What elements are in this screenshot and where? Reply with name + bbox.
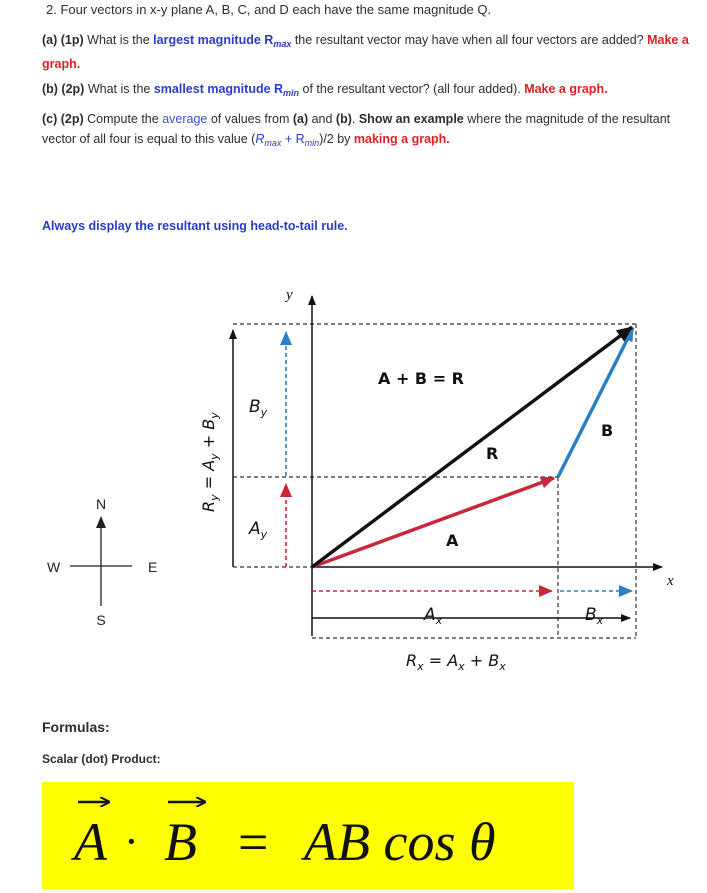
label-bx: $B_x$	[585, 605, 604, 627]
label-by: $B_y$	[249, 397, 268, 419]
part-b	[42, 79, 702, 103]
compass-n: N	[95, 496, 107, 512]
eq-a-plus-b: A + B = R	[378, 369, 464, 388]
compass-w: W	[47, 559, 61, 575]
part-c-average: average	[162, 112, 208, 126]
vector-a	[312, 478, 554, 567]
compass-s: S	[96, 612, 106, 628]
formula-a: A	[74, 812, 107, 872]
part-a-highlight: largest magnitude $R_{max}$	[153, 33, 292, 49]
label-b: B	[601, 421, 614, 440]
part-c-show: Show an example	[358, 112, 464, 126]
part-a-label: (a) (1p)	[42, 33, 84, 47]
formula-b: B	[164, 812, 197, 872]
part-c: (c) (2p) Compute the average of values from (a) and (b). Show an example where the magnitude of the resultant vector of all four is equal to this value $(R_{max} + R_{min})/2$ by making a graph.	[42, 112, 671, 148]
part-c-formula: $R_{max} + R_{min}$	[255, 132, 320, 148]
part-a-cta: Make a graph.	[42, 33, 689, 71]
part-c-label: (c) (2p)	[42, 112, 84, 126]
compass-e: E	[148, 559, 158, 575]
part-c-cta: making a graph.	[353, 132, 450, 146]
dot-product-formula	[42, 782, 574, 889]
part-a-text-2: the resultant vector may have when all four vectors are added?	[291, 33, 648, 47]
question-title: 2. Four vectors in x-y plane A, B, C, and D each have the same magnitude Q.	[46, 2, 492, 17]
part-b-label: (b) (2p)	[42, 82, 85, 96]
formula-equals: =	[238, 812, 269, 872]
part-b-text-1: What is the	[84, 82, 154, 96]
north-arrow-icon	[96, 516, 106, 528]
part-b-cta: Make a graph.	[524, 82, 608, 96]
formulas-heading: Formulas:	[42, 719, 110, 735]
ry-equation: $R_y = A_y + B_y$	[199, 412, 221, 512]
rx-equation: $R_x = A_x + B_x$	[406, 651, 506, 673]
dot-product-formula-box	[42, 782, 574, 889]
vector-diagram	[0, 280, 707, 700]
always-note: Always display the resultant using head-to-tail rule.	[42, 219, 348, 233]
label-a: A	[446, 531, 459, 550]
part-b-text-2: of the resultant vector? (all four added).	[299, 82, 525, 96]
label-ay: $A_y$	[249, 519, 268, 541]
label-r: R	[486, 444, 499, 463]
part-b-highlight: smallest magnitude $R_{min}$	[153, 82, 300, 98]
formula-dot: ·	[124, 817, 139, 866]
formula-rhs: AB cos θ	[304, 812, 496, 872]
scalar-product-heading: Scalar (dot) Product:	[42, 752, 161, 766]
compass-rose	[47, 496, 157, 628]
part-a-text-1: What is the	[83, 33, 154, 47]
label-ax: $A_x$	[424, 605, 443, 627]
part-a	[42, 30, 702, 74]
x-axis-label: x	[667, 573, 674, 589]
vector-b	[558, 328, 633, 477]
y-axis-label: y	[286, 287, 293, 303]
vector-r	[312, 327, 632, 567]
